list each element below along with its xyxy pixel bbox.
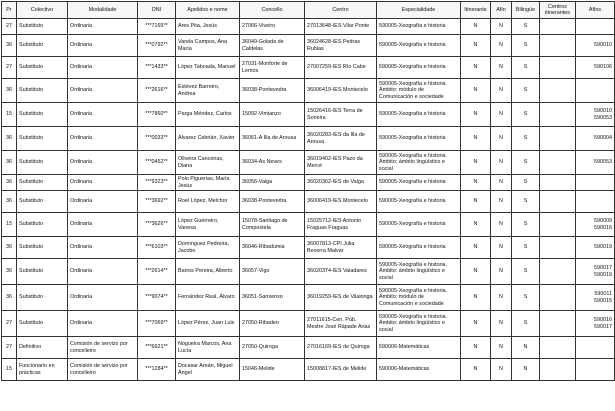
centro-cell: 15025712-IES Antonio Fraguas Fraguas [305, 213, 377, 237]
centros-itinerantes-cell [540, 35, 576, 57]
especialidade-cell: 590005-Xeografía e historia [377, 237, 461, 259]
afin-cell: N [491, 57, 512, 79]
especialidade-cell: 590005-Xeografía e historia. Ámbito: módulo de Comunicación e sociedade [377, 79, 461, 103]
itinerante-cell: N [461, 237, 491, 259]
centro-cell: 27016169-IES de Quiroga [305, 337, 377, 359]
itinerante-cell: N [461, 57, 491, 79]
bilingue-cell: S [512, 57, 540, 79]
pr-cell: 15 [2, 103, 17, 127]
itinerante-cell: N [461, 127, 491, 151]
bilingue-cell: S [512, 191, 540, 213]
itinerante-cell: N [461, 311, 491, 337]
modalidade-cell: Comisión de servizo por concelleiro [68, 359, 138, 381]
bilingue-cell: S [512, 127, 540, 151]
afin-cell: N [491, 19, 512, 35]
centro-cell: 36006419-IES Montecelo [305, 191, 377, 213]
table-row [2, 127, 615, 151]
pr-cell: 27 [2, 57, 17, 79]
pr-cell: 27 [2, 337, 17, 359]
dni-cell: ***7069** [138, 311, 176, 337]
dni-cell: ***7165** [138, 19, 176, 35]
apelidos-nome-cell: Docasar Areán, Miguel Ángel [176, 359, 240, 381]
modalidade-cell: Ordinaria [68, 57, 138, 79]
especialidade-cell: 590005-Xeografía e historia. Ámbito: módulo de Comunicación e sociedade [377, 285, 461, 311]
afin-cell: N [491, 151, 512, 175]
dni-cell: ***9074** [138, 285, 176, 311]
especialidade-cell: 590006-Matemáticas [377, 359, 461, 381]
colectivo-cell: Definitivo [17, 337, 68, 359]
centros-itinerantes-cell [540, 311, 576, 337]
bilingue-cell: S [512, 285, 540, 311]
col-dni-header: DNI [138, 2, 176, 19]
afins-cell [576, 19, 615, 35]
apelidos-nome-cell: Ares Pita, Jesús [176, 19, 240, 35]
pr-cell: 27 [2, 311, 17, 337]
modalidade-cell: Ordinaria [68, 175, 138, 191]
bilingue-cell: S [512, 35, 540, 57]
table-row [2, 57, 615, 79]
modalidade-cell: Ordinaria [68, 103, 138, 127]
afins-cell: 590009 590016 [576, 213, 615, 237]
colectivo-cell: Substituto [17, 151, 68, 175]
concello-cell: 27066-Viveiro [240, 19, 305, 35]
modalidade-cell: Ordinaria [68, 151, 138, 175]
apelidos-nome-cell: Domínguez Pedreira, Jacobo [176, 237, 240, 259]
table-row [2, 337, 615, 359]
colectivo-cell: Substituto [17, 311, 68, 337]
afin-cell: N [491, 337, 512, 359]
afins-cell [576, 359, 615, 381]
dni-cell: ***0792** [138, 35, 176, 57]
col-afins-header: Afíns [576, 2, 615, 19]
itinerante-cell: N [461, 175, 491, 191]
table-row [2, 285, 615, 311]
especialidade-cell: 590005-Xeografía e historia [377, 175, 461, 191]
bilingue-cell: S [512, 19, 540, 35]
col-bilingue-header: Bilingüe [512, 2, 540, 19]
centro-cell: 36024628-IES Pedras Rubias [305, 35, 377, 57]
pr-cell: 36 [2, 191, 17, 213]
centro-cell: 15008817-IES de Melide [305, 359, 377, 381]
centros-itinerantes-cell [540, 337, 576, 359]
col-centros-itinerantes-header: Centros itinerantes [540, 2, 576, 19]
dni-cell: ***0033** [138, 127, 176, 151]
table-row [2, 259, 615, 285]
afin-cell: N [491, 127, 512, 151]
centros-itinerantes-cell [540, 237, 576, 259]
concello-cell: 36046-Ribadumia [240, 237, 305, 259]
afins-cell: 590010 [576, 35, 615, 57]
afins-cell: 590011 590015 [576, 285, 615, 311]
pr-cell: 36 [2, 175, 17, 191]
centros-itinerantes-cell [540, 103, 576, 127]
itinerante-cell: N [461, 191, 491, 213]
table-row [2, 151, 615, 175]
centros-itinerantes-cell [540, 175, 576, 191]
modalidade-cell: Comisión de servizo por concelleiro [68, 337, 138, 359]
modalidade-cell: Ordinaria [68, 213, 138, 237]
col-concello-header: Concello [240, 2, 305, 19]
bilingue-cell: N [512, 359, 540, 381]
especialidade-cell: 590005-Xeografía e historia [377, 103, 461, 127]
especialidade-cell: 590005-Xeografía e historia. Ámbito: ámbito lingüístico e social [377, 311, 461, 337]
afins-cell [576, 79, 615, 103]
colectivo-cell: Substituto [17, 237, 68, 259]
afin-cell: N [491, 359, 512, 381]
concello-cell: 36057-Vigo [240, 259, 305, 285]
concello-cell: 27031-Monforte de Lemos [240, 57, 305, 79]
pr-cell: 36 [2, 79, 17, 103]
centro-cell: 36019402-IES Pazo da Mercé [305, 151, 377, 175]
centros-itinerantes-cell [540, 213, 576, 237]
concello-cell: 36051-Sanxenxo [240, 285, 305, 311]
colectivo-cell: Substituto [17, 127, 68, 151]
afin-cell: N [491, 213, 512, 237]
col-centro-header: Centro [305, 2, 377, 19]
table-row [2, 35, 615, 57]
dni-cell: ***1433** [138, 57, 176, 79]
centro-cell: 27007259-IES Río Cabe [305, 57, 377, 79]
col-itinerante-header: Itinerante [461, 2, 491, 19]
pr-cell: 15 [2, 213, 17, 237]
dni-cell: ***6103** [138, 237, 176, 259]
table-row [2, 103, 615, 127]
centros-itinerantes-cell [540, 127, 576, 151]
centro-cell: 27011615-Cen. Púb. Mestre José Rápade Arias [305, 311, 377, 337]
colectivo-cell: Substituto [17, 259, 68, 285]
table-row [2, 19, 615, 35]
colectivo-cell: Substituto [17, 285, 68, 311]
colectivo-cell: Substituto [17, 35, 68, 57]
afin-cell: N [491, 175, 512, 191]
bilingue-cell: S [512, 175, 540, 191]
dni-cell: ***1284** [138, 359, 176, 381]
dni-cell: ***3626** [138, 213, 176, 237]
dni-cell: ***7860** [138, 103, 176, 127]
modalidade-cell: Ordinaria [68, 237, 138, 259]
pr-cell: 27 [2, 19, 17, 35]
bilingue-cell: S [512, 213, 540, 237]
afins-cell: 590017 590019 [576, 259, 615, 285]
especialidade-cell: 590005-Xeografía e historia [377, 213, 461, 237]
itinerante-cell: N [461, 79, 491, 103]
bilingue-cell: S [512, 103, 540, 127]
afins-cell: 590019 [576, 237, 615, 259]
concello-cell: 36056-Valga [240, 175, 305, 191]
centro-cell: 36006419-IES Montecelo [305, 79, 377, 103]
apelidos-nome-cell: Nogueira Marcos, Ana Lucía [176, 337, 240, 359]
colectivo-cell: Substituto [17, 79, 68, 103]
colectivo-cell: Substituto [17, 57, 68, 79]
itinerante-cell: N [461, 359, 491, 381]
modalidade-cell: Ordinaria [68, 311, 138, 337]
especialidade-cell: 590005-Xeografía e historia [377, 191, 461, 213]
centro-cell: 15026416-IES Terra de Soneira [305, 103, 377, 127]
concello-cell: 27050-Ribadeo [240, 311, 305, 337]
bilingue-cell: S [512, 237, 540, 259]
afins-cell [576, 337, 615, 359]
bilingue-cell: N [512, 337, 540, 359]
apelidos-nome-cell: Álvarez Cebrián, Xavier [176, 127, 240, 151]
afin-cell: N [491, 237, 512, 259]
apelidos-nome-cell: López Pérez, Juan Luis [176, 311, 240, 337]
itinerante-cell: N [461, 213, 491, 237]
centros-itinerantes-cell [540, 285, 576, 311]
modalidade-cell: Ordinaria [68, 127, 138, 151]
modalidade-cell: Ordinaria [68, 259, 138, 285]
itinerante-cell: N [461, 103, 491, 127]
centro-cell: 36007813-CPI Julia Becerra Malvar [305, 237, 377, 259]
apelidos-nome-cell: Estévez Barreiro, Andrea [176, 79, 240, 103]
centros-itinerantes-cell [540, 57, 576, 79]
modalidade-cell: Ordinaria [68, 191, 138, 213]
afins-cell: 590106 [576, 57, 615, 79]
itinerante-cell: N [461, 151, 491, 175]
colectivo-cell: Funcionario en prácticas [17, 359, 68, 381]
afins-cell [576, 191, 615, 213]
centro-cell: 36020374-IES Valadares [305, 259, 377, 285]
apelidos-nome-cell: López Taboada, Manuel [176, 57, 240, 79]
modalidade-cell: Ordinaria [68, 285, 138, 311]
especialidade-cell: 590005-Xeografía e historia [377, 57, 461, 79]
table-row [2, 79, 615, 103]
apelidos-nome-cell: Barros Pereira, Alberto [176, 259, 240, 285]
centros-itinerantes-cell [540, 259, 576, 285]
centro-cell: 36020283-IES da Illa de Arousa [305, 127, 377, 151]
header-row [2, 2, 615, 19]
pr-cell: 36 [2, 151, 17, 175]
itinerante-cell: N [461, 259, 491, 285]
centros-itinerantes-cell [540, 191, 576, 213]
pr-cell: 36 [2, 285, 17, 311]
itinerante-cell: N [461, 285, 491, 311]
colectivo-cell: Substituto [17, 103, 68, 127]
afin-cell: N [491, 259, 512, 285]
table-row [2, 237, 615, 259]
table-row [2, 311, 615, 337]
bilingue-cell: S [512, 79, 540, 103]
col-afin-header: Afín [491, 2, 512, 19]
col-especialidade-header: Especialidade [377, 2, 461, 19]
afin-cell: N [491, 311, 512, 337]
concello-cell: 36034-As Neves [240, 151, 305, 175]
pr-cell: 36 [2, 259, 17, 285]
assignments-table [1, 1, 615, 381]
afin-cell: N [491, 79, 512, 103]
colectivo-cell: Substituto [17, 213, 68, 237]
centros-itinerantes-cell [540, 359, 576, 381]
afins-cell [576, 175, 615, 191]
bilingue-cell: S [512, 259, 540, 285]
concello-cell: 36061-A Illa de Arousa [240, 127, 305, 151]
dni-cell: ***2614** [138, 259, 176, 285]
especialidade-cell: 590005-Xeografía e historia [377, 19, 461, 35]
apelidos-nome-cell: Parga Méndez, Carlos [176, 103, 240, 127]
centros-itinerantes-cell [540, 151, 576, 175]
afins-cell: 590053 [576, 151, 615, 175]
bilingue-cell: S [512, 151, 540, 175]
afins-cell: 590016 590017 [576, 311, 615, 337]
afin-cell: N [491, 285, 512, 311]
dni-cell: ***2616** [138, 79, 176, 103]
apelidos-nome-cell: Polo Piguerias, María Jesús [176, 175, 240, 191]
dni-cell: ***0452** [138, 151, 176, 175]
pr-cell: 36 [2, 35, 17, 57]
concello-cell: 36049-Golada de Caldelas [240, 35, 305, 57]
modalidade-cell: Ordinaria [68, 19, 138, 35]
apelidos-nome-cell: Roel López, Melchor [176, 191, 240, 213]
modalidade-cell: Ordinaria [68, 79, 138, 103]
bilingue-cell: S [512, 311, 540, 337]
colectivo-cell: Substituto [17, 175, 68, 191]
concello-cell: 15092-Vimianzo [240, 103, 305, 127]
concello-cell: 36038-Pontevedra [240, 191, 305, 213]
col-apelidos-header: Apelidos e nome [176, 2, 240, 19]
col-colectivo-header: Colectivo [17, 2, 68, 19]
apelidos-nome-cell: López Guerreiro, Vanesa [176, 213, 240, 237]
table-row [2, 191, 615, 213]
especialidade-cell: 590005-Xeografía e historia. Ámbito: ámbito lingüístico e social [377, 151, 461, 175]
colectivo-cell: Substituto [17, 191, 68, 213]
afin-cell: N [491, 35, 512, 57]
pr-cell: 36 [2, 237, 17, 259]
pr-cell: 36 [2, 127, 17, 151]
apelidos-nome-cell: Fernández Real, Álvaro [176, 285, 240, 311]
concello-cell: 27050-Quiroga [240, 337, 305, 359]
centros-itinerantes-cell [540, 79, 576, 103]
afins-cell: 590004 [576, 127, 615, 151]
itinerante-cell: N [461, 337, 491, 359]
modalidade-cell: Ordinaria [68, 35, 138, 57]
concello-cell: 36038-Pontevedra [240, 79, 305, 103]
centro-cell: 36020362-IES de Valga [305, 175, 377, 191]
concello-cell: 15078-Santiago de Compostela [240, 213, 305, 237]
dni-cell: ***9323** [138, 175, 176, 191]
afin-cell: N [491, 103, 512, 127]
centros-itinerantes-cell [540, 19, 576, 35]
especialidade-cell: 590006-Matemáticas [377, 337, 461, 359]
table-body [2, 19, 615, 381]
dni-cell: ***3692** [138, 191, 176, 213]
afin-cell: N [491, 191, 512, 213]
centro-cell: 27013648-IES Vilar Ponte [305, 19, 377, 35]
col-modalidade-header: Modalidade [68, 2, 138, 19]
especialidade-cell: 590005-Xeografía e historia. Ámbito: ámbito lingüístico e social [377, 259, 461, 285]
apelidos-nome-cell: Varela Campos, Ana María [176, 35, 240, 57]
especialidade-cell: 590005-Xeografía e historia [377, 127, 461, 151]
dni-cell: ***6621** [138, 337, 176, 359]
itinerante-cell: N [461, 19, 491, 35]
centro-cell: 36019259-IES de Vilalonga [305, 285, 377, 311]
concello-cell: 15046-Melide [240, 359, 305, 381]
apelidos-nome-cell: Oliveira Canceiras, Diana [176, 151, 240, 175]
itinerante-cell: N [461, 35, 491, 57]
table-row [2, 175, 615, 191]
pr-cell: 15 [2, 359, 17, 381]
col-pr-header: Pr [2, 2, 17, 19]
table-row [2, 213, 615, 237]
afins-cell: 590010 590053 [576, 103, 615, 127]
colectivo-cell: Substituto [17, 19, 68, 35]
table-row [2, 359, 615, 381]
especialidade-cell: 590005-Xeografía e historia [377, 35, 461, 57]
